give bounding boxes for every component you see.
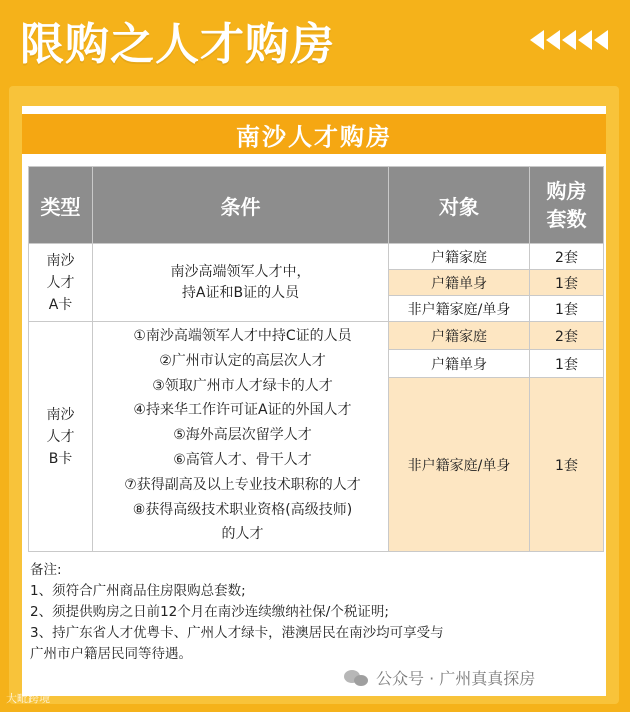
type-line: A卡 [48,296,73,313]
arrow-left-icon [594,30,608,50]
count-cell: 1套 [530,296,604,322]
condition-line: ⑦获得副高及以上专业技术职称的人才 [124,476,361,493]
condition-line: ②广州市认定的高层次人才 [159,352,326,369]
condition-line: ⑤海外高层次留学人才 [173,427,312,444]
note-item: 3、持广东省人才优粤卡、广州人才绿卡，港澳居民在南沙均可享受与 [30,625,444,641]
wechat-label: 公众号 · 广州真真探房 [376,669,536,688]
notes-title: 备注: [30,562,62,578]
condition-line: ③领取广州市人才绿卡的人才 [152,377,333,394]
condition-line: 的人才 [221,526,264,543]
target-cell: 户籍单身 [389,350,530,378]
target-cell: 非户籍家庭/单身 [389,296,530,322]
note-item: 1、须符合广州商品住房限购总套数; [30,583,246,599]
count-cell: 2套 [530,244,604,270]
type-line: 南沙 [46,252,75,269]
target-cell: 户籍家庭 [389,244,530,270]
header-condition: 条件 [93,167,389,244]
type-card-b [29,322,93,552]
count-cell: 1套 [530,350,604,378]
header-count [530,167,604,244]
type-card-a [29,244,93,322]
type-line: 南沙 [46,406,75,423]
header [0,0,630,84]
arrows-decoration [530,30,608,50]
condition-line: ⑥高管人才、骨干人才 [173,451,312,468]
target-cell: 户籍单身 [389,270,530,296]
condition-line: 南沙高端领军人才中， [170,263,311,280]
arrow-left-icon [530,30,544,50]
table-row [29,322,604,350]
header-type: 类型 [29,167,93,244]
table-row [29,244,604,270]
wechat-attribution [344,666,535,689]
arrow-left-icon [546,30,560,50]
note-item: 广州市户籍居民同等待遇。 [30,646,192,662]
target-cell: 非户籍家庭/单身 [389,378,530,552]
header-count-text: 购房套数 [546,179,587,231]
condition-card-a [93,244,389,322]
watermark: 大毗跨境 [6,692,50,705]
wechat-icon [344,668,370,688]
target-cell: 户籍家庭 [389,322,530,350]
notes [30,560,598,665]
count-cell: 1套 [530,378,604,552]
type-line: 人才 [46,428,75,445]
condition-line: 持A证和B证的人员 [181,284,300,301]
type-line: B卡 [48,450,73,467]
arrow-left-icon [562,30,576,50]
condition-line: ⑧获得高级技术职业资格(高级技师) [132,501,353,518]
count-cell: 2套 [530,322,604,350]
note-item: 2、须提供购房之日前12个月在南沙连续缴纳社保/个税证明; [30,604,389,620]
condition-card-b [93,322,389,552]
table-header-row [29,167,604,244]
page-title: 限购之人才购房 [20,19,335,70]
section-title: 南沙人才购房 [22,114,606,154]
policy-table [28,166,604,552]
condition-line: ④持来华工作许可证A证的外国人才 [133,402,352,419]
count-cell: 1套 [530,270,604,296]
header-target: 对象 [389,167,530,244]
condition-line: ①南沙高端领军人才中持C证的人员 [133,328,352,344]
arrow-left-icon [578,30,592,50]
type-line: 人才 [46,274,75,291]
